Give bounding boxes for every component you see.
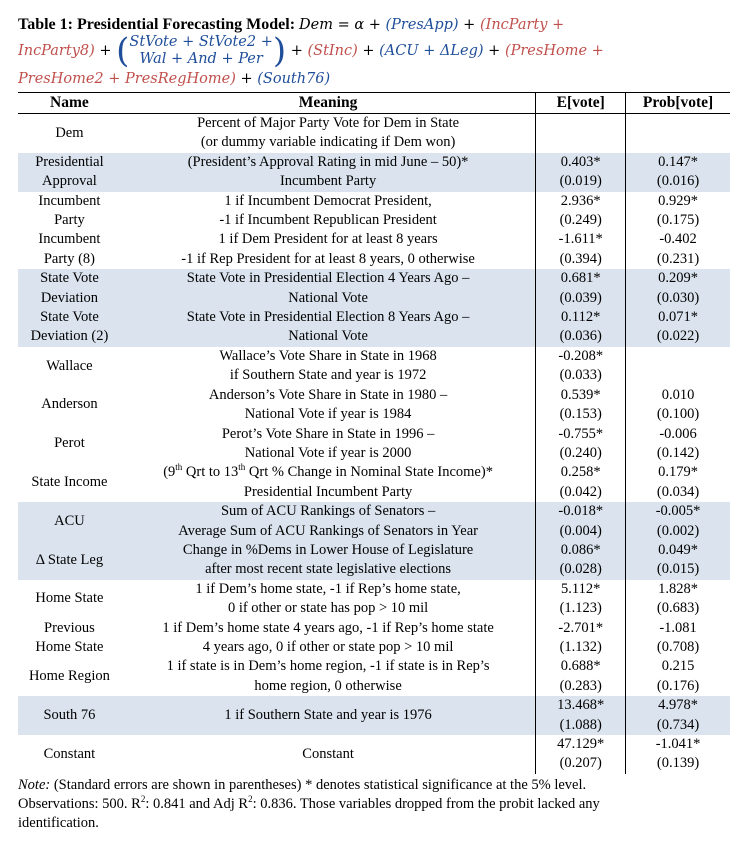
equation: Dem = α + (PresApp) + (IncParty + [299,17,565,33]
cell-line: 1 if Southern State and year is 1976 [224,706,432,723]
cell-meaning [121,192,536,231]
cell-line: 0.049* [658,541,698,558]
cell-line: Change in %Dems in Lower House of Legislature [182,541,474,558]
header-meaning: Meaning [121,93,536,114]
cell-line: (President’s Approval Rating in mid June – 50)* [187,153,469,170]
cell-line: (0.708) [656,638,700,655]
cell-line: (0.283) [559,677,602,694]
cell-line: ACU [54,512,85,529]
eq-incparty: (IncParty + [479,17,565,33]
header-evote: E[vote] [536,93,626,114]
cell-meaning [121,153,536,192]
cell-line: Incumbent Party [279,173,377,190]
cell-line: -1 if Incumbent Republican President [219,212,437,229]
cell-line: Sum of ACU Rankings of Senators – [220,503,436,520]
cell-e [536,463,626,502]
cell-e [536,269,626,308]
table-row [18,735,730,774]
cell-line: (1.088) [559,716,602,733]
cell-e [536,114,626,153]
cell-line: 0.209* [658,270,698,287]
cell-line: (0.394) [559,250,602,267]
cell-e [536,657,626,696]
cell-p [626,114,730,153]
header-name: Name [18,93,121,114]
cell-p [626,230,730,269]
cell-meaning [121,347,536,386]
cell-p [626,619,730,658]
table-row [18,386,730,425]
cell-e [536,425,626,464]
table-row [18,657,730,696]
cell-line: Previous [44,619,95,636]
cell-line: (0.004) [559,522,602,539]
cell-line: 47.129* [557,736,605,752]
cell-meaning [121,308,536,347]
cell-line: Average Sum of ACU Rankings of Senators in Year [178,522,478,539]
cell-line: 0.071* [658,309,698,326]
cell-e [536,230,626,269]
cell-line: 0.112* [561,309,601,326]
cell-meaning [121,657,536,696]
cell-line: (0.231) [656,250,700,267]
cell-line: State Income [31,474,108,491]
cell-name [18,347,121,386]
cell-line: -1.081 [659,619,697,636]
cell-line: Deviation (2) [30,328,109,345]
cell-p [626,425,730,464]
cell-line: (0.022) [656,328,700,345]
cell-line: Wallace’s Vote Share in State in 1968 [219,347,437,364]
cell-meaning [121,386,536,425]
cell-line: -1.611* [558,231,603,248]
cell-line: 4 years ago, 0 if other or state pop > 10 mil [202,638,454,655]
cell-line: Incumbent [38,192,101,209]
table-row [18,425,730,464]
eq-incparty8: IncParty8) [18,43,95,59]
cell-name [18,696,121,735]
cell-line: after most recent state legislative elections [205,561,452,578]
cell-e [536,192,626,231]
cell-e [536,696,626,735]
cell-line: Party [54,212,85,229]
cell-line: 1 if Incumbent Democrat President, [224,192,432,209]
eq-stinc: (StInc) [307,43,358,59]
cell-name [18,502,121,541]
cell-line: 0.403* [560,153,601,170]
cell-meaning [121,619,536,658]
cell-line: (0.100) [656,406,700,423]
table-row [18,230,730,269]
cell-line: 0.539* [560,386,601,403]
cell-e [536,502,626,541]
cell-line: (0.683) [656,600,700,617]
cell-line: (0.030) [656,289,700,306]
cell-line: Wallace [46,357,93,374]
table-title-line2: IncParty8) + (StVote + StVote2 + Wal + And + Per ) + (StInc) + (ACU + ΔLeg) + (PresHome + [18,31,604,71]
cell-line: (0.002) [656,522,700,539]
cell-e [536,308,626,347]
table-row [18,463,730,502]
cell-line [536,133,625,152]
cell-line: (or dummy variable indicating if Dem won) [200,134,456,151]
table-body [18,114,730,774]
cell-line: Incumbent [38,231,101,248]
cell-line: (0.249) [559,212,602,229]
cell-line: Home State [35,590,104,607]
cell-line: Party (8) [43,250,95,267]
cell-line: South 76 [43,706,96,723]
cell-e [536,580,626,619]
cell-line: -0.755* [558,425,604,442]
cell-line: State Vote in Presidential Election 4 Years Ago – [186,270,470,287]
cell-name [18,463,121,502]
cell-meaning [121,114,536,153]
cell-line: Home Region [28,668,110,685]
cell-name [18,619,121,658]
cell-name [18,192,121,231]
cell-line: Perot’s Vote Share in State in 1996 – [221,425,435,442]
cell-line [626,114,730,133]
table-row [18,541,730,580]
cell-e [536,347,626,386]
cell-p [626,308,730,347]
cell-line: State Vote in Presidential Election 8 Years Ago – [186,309,470,326]
eq-south76: (South76) [257,71,331,87]
cell-name [18,153,121,192]
results-table [18,92,730,774]
header-prob: Prob[vote] [626,93,730,114]
cell-line: home region, 0 otherwise [254,677,402,694]
cell-line: -1 if Rep President for at least 8 years, 0 otherwise [181,250,475,267]
cell-name [18,230,121,269]
eq-preshome: (PresHome + [504,43,604,59]
cell-line: 0.258* [560,464,601,481]
cell-p [626,657,730,696]
cell-line: 0.215 [661,658,695,675]
cell-p [626,463,730,502]
table-row [18,308,730,347]
cell-p [626,347,730,386]
cell-name [18,269,121,308]
cell-line: (0.176) [656,677,700,694]
cell-line: National Vote [288,289,368,306]
cell-line: (0.033) [559,367,602,384]
cell-line: -0.402 [659,231,697,248]
cell-e [536,153,626,192]
cell-p [626,269,730,308]
cell-line: (0.734) [656,716,700,733]
table-row [18,696,730,735]
cell-line: State Vote [40,270,99,287]
cell-e [536,619,626,658]
cell-line: Constant [43,745,96,762]
cell-p [626,192,730,231]
cell-line: Anderson [41,396,98,413]
cell-line: (1.132) [559,638,602,655]
cell-line: 2.936* [560,192,601,209]
cell-line: Home State [35,638,104,655]
cell-line [626,347,730,366]
cell-line: 0.688* [560,658,601,675]
cell-meaning [121,735,536,774]
cell-p [626,735,730,774]
cell-meaning [121,425,536,464]
cell-name [18,541,121,580]
cell-line: -0.018* [558,503,604,520]
cell-p [626,502,730,541]
cell-line: 1 if state is in Dem’s home region, -1 if state is in Rep’s [166,658,490,675]
eq-acu-leg: (ACU + ΔLeg) [379,43,484,59]
title-label: Table 1: Presidential Forecasting Model: [18,16,296,33]
cell-line: (1.123) [559,600,602,617]
cell-meaning [121,580,536,619]
cell-line: 1 if Dem’s home state 4 years ago, -1 if Rep’s home state [162,619,494,636]
cell-line: -2.701* [558,619,604,636]
table-note [18,776,730,833]
cell-line: (0.036) [559,328,602,345]
cell-line: 0.681* [560,270,601,287]
eq-vote-fraction: (StVote + StVote2 + Wal + And + Per ) [116,31,287,71]
cell-line: 0.086* [560,541,601,558]
note-line1: (Standard errors are shown in parentheses) * denotes statistical significance at the 5% level. [50,776,587,793]
cell-p [626,541,730,580]
table-row [18,580,730,619]
cell-meaning [121,463,536,502]
cell-line: if Southern State and year is 1972 [229,367,427,384]
cell-p [626,580,730,619]
eq-preshome2: PresHome2 + PresRegHome) [18,71,236,87]
cell-line: National Vote if year is 2000 [244,444,412,461]
cell-line: Constant [302,745,354,762]
cell-line: (0.207) [559,755,602,772]
cell-e [536,386,626,425]
table-row [18,114,730,153]
cell-line: Δ State Leg [35,551,104,568]
cell-line: Perot [54,435,85,452]
cell-line: (0.034) [656,483,700,500]
cell-line: Approval [42,173,97,190]
cell-line: National Vote [288,328,368,345]
cell-line [626,366,730,385]
cell-name [18,580,121,619]
cell-name [18,425,121,464]
cell-line: 5.112* [561,580,601,597]
cell-line: 0.010 [661,386,695,403]
table-container [18,14,730,833]
cell-name [18,308,121,347]
cell-line: Dem [55,124,84,141]
cell-line: (0.142) [656,444,700,461]
cell-line: 1.828* [658,580,698,597]
cell-line: Deviation [40,289,99,306]
table-row [18,502,730,541]
cell-name [18,114,121,153]
note-line2: Observations: 500. $R^2$: 0.841 and Adj $R^2$: 0.836. Those variables dropped from the probit lacked any [18,793,600,812]
cell-p [626,386,730,425]
cell-meaning [121,541,536,580]
eq-presapp: (PresApp) [385,17,459,33]
cell-name [18,735,121,774]
cell-line: (0.016) [656,173,700,190]
cell-p [626,153,730,192]
table-row [18,192,730,231]
cell-line: (0.153) [559,406,602,423]
cell-line [536,114,625,133]
cell-meaning [121,269,536,308]
cell-line: Anderson’s Vote Share in State in 1980 – [208,386,448,403]
cell-line: 13.468* [557,697,605,714]
table-row [18,269,730,308]
table-row [18,347,730,386]
cell-line: (0.175) [656,212,700,229]
cell-line: -0.005* [655,503,701,520]
cell-e [536,735,626,774]
table-row [18,619,730,658]
cell-line: -0.208* [558,347,604,364]
cell-meaning [121,502,536,541]
cell-line: 0 if other or state has pop > 10 mil [227,600,429,617]
cell-line: Presidential [35,153,104,170]
eq-dem-alpha: Dem = α + [299,17,386,33]
table-title-line3: PresHome2 + PresRegHome) + (South76) [18,71,331,87]
cell-line [626,133,730,152]
note-line3: identification. [18,814,99,831]
cell-name [18,386,121,425]
cell-line: National Vote if year is 1984 [244,406,412,423]
cell-line: (0.028) [559,561,602,578]
cell-line: -0.006 [659,425,697,442]
table-row [18,153,730,192]
cell-line: State Vote [40,309,99,326]
cell-name [18,657,121,696]
cell-line: 4.978* [658,697,698,714]
cell-line: (0.139) [656,755,700,772]
cell-line: (9th Qrt to 13th Qrt % Change in Nominal State Income)* [163,462,493,481]
cell-meaning [121,696,536,735]
cell-line: Presidential Incumbent Party [243,483,413,500]
cell-line: (0.039) [559,289,602,306]
cell-e [536,541,626,580]
cell-p [626,696,730,735]
cell-line: 0.929* [658,192,698,209]
cell-line: 1 if Dem’s home state, -1 if Rep’s home state, [195,580,461,597]
cell-line: (0.019) [559,173,602,190]
cell-line: (0.240) [559,444,602,461]
cell-line: 0.147* [658,153,698,170]
cell-line: 1 if Dem President for at least 8 years [218,231,438,248]
cell-meaning [121,230,536,269]
cell-line: (0.042) [559,483,602,500]
note-label: Note: [18,776,51,793]
cell-line: -1.041* [655,736,701,752]
cell-line: (0.015) [656,561,700,578]
cell-line: 0.179* [658,464,698,481]
cell-line: Percent of Major Party Vote for Dem in State [197,115,460,131]
